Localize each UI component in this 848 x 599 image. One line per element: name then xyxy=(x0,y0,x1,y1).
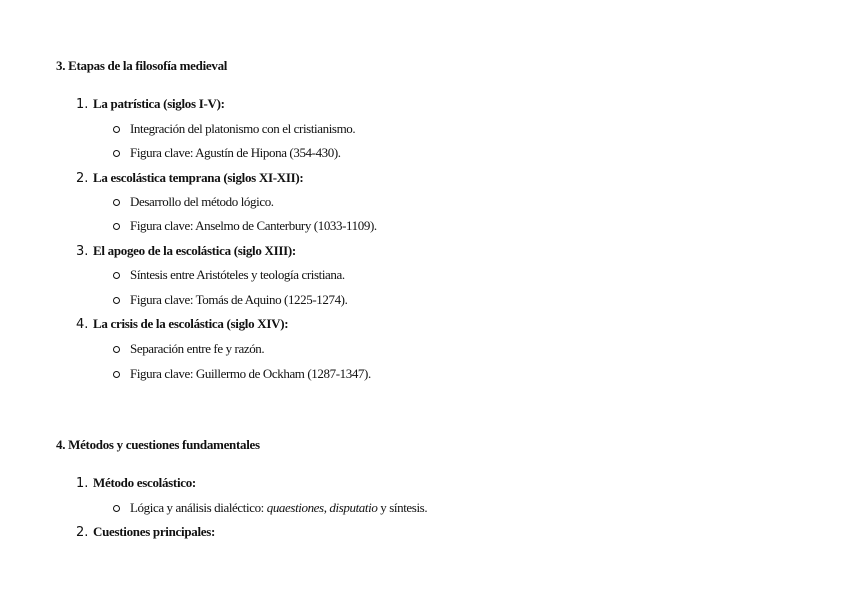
circle-bullet-icon xyxy=(113,371,120,378)
circle-bullet-icon xyxy=(113,346,120,353)
bullet-text: Separación entre fe y razón. xyxy=(130,341,265,356)
list-item xyxy=(76,170,303,186)
list-item xyxy=(76,243,296,259)
bullet-item xyxy=(113,366,371,382)
bullet-item xyxy=(113,500,427,516)
bullet-item xyxy=(113,121,355,137)
circle-bullet-icon xyxy=(113,272,120,279)
item-number: 3. xyxy=(76,244,89,259)
bullet-item xyxy=(113,341,264,357)
item-number: 1. xyxy=(76,97,89,112)
bullet-text-emphasis: disputatio xyxy=(329,500,378,515)
bullet-text-separator: , xyxy=(323,500,330,515)
item-number: 4. xyxy=(76,317,89,332)
bullet-text-prefix: Lógica y análisis dialéctico: xyxy=(130,500,267,515)
section-heading-4: 4. Métodos y cuestiones fundamentales xyxy=(56,437,260,452)
bullet-item xyxy=(113,218,377,234)
list-item xyxy=(76,524,215,540)
item-number: 1. xyxy=(76,476,89,491)
bullet-text: Figura clave: Tomás de Aquino (1225-1274). xyxy=(130,292,348,307)
bullet-text-emphasis: quaestiones xyxy=(266,500,324,515)
bullet-item xyxy=(113,267,345,283)
circle-bullet-icon xyxy=(113,223,120,230)
bullet-item xyxy=(113,194,274,210)
list-item xyxy=(76,475,196,491)
bullet-text-suffix: y síntesis. xyxy=(377,500,428,515)
item-title: La escolástica temprana (siglos XI-XII): xyxy=(93,170,304,185)
item-title: Método escolástico: xyxy=(93,475,196,490)
bullet-text: Desarrollo del método lógico. xyxy=(130,194,274,209)
bullet-text: Figura clave: Anselmo de Canterbury (1033-1109). xyxy=(130,218,377,233)
bullet-text: Integración del platonismo con el cristianismo. xyxy=(130,121,356,136)
item-title: La crisis de la escolástica (siglo XIV): xyxy=(93,316,289,331)
item-number: 2. xyxy=(76,525,89,540)
section-heading-3: 3. Etapas de la filosofía medieval xyxy=(56,58,228,73)
circle-bullet-icon xyxy=(113,505,120,512)
item-number: 2. xyxy=(76,171,89,186)
bullet-text: Figura clave: Guillermo de Ockham (1287-1347). xyxy=(130,366,371,381)
circle-bullet-icon xyxy=(113,126,120,133)
bullet-item xyxy=(113,292,347,308)
circle-bullet-icon xyxy=(113,199,120,206)
bullet-text: Figura clave: Agustín de Hipona (354-430). xyxy=(130,145,341,160)
list-item xyxy=(76,96,225,112)
item-title: El apogeo de la escolástica (siglo XIII): xyxy=(93,243,296,258)
bullet-item xyxy=(113,145,341,161)
circle-bullet-icon xyxy=(113,150,120,157)
item-title: La patrística (siglos I-V): xyxy=(93,96,225,111)
bullet-text: Síntesis entre Aristóteles y teología cristiana. xyxy=(130,267,345,282)
list-item xyxy=(76,316,288,332)
circle-bullet-icon xyxy=(113,297,120,304)
item-title: Cuestiones principales: xyxy=(93,524,216,539)
